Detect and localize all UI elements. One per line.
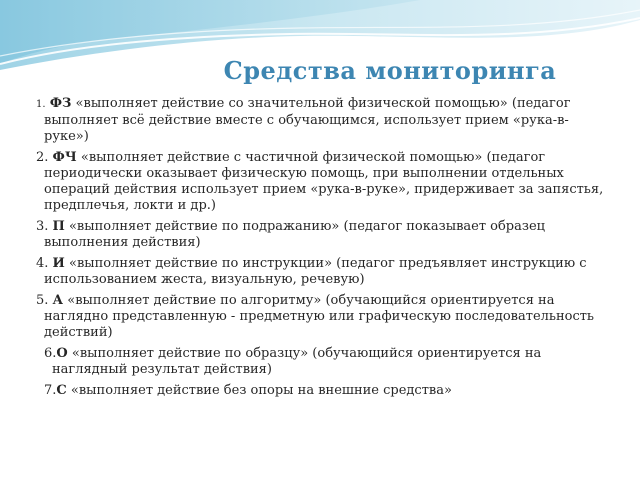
list-item [36, 346, 608, 378]
item-text: «выполняет действие по подражанию» (педагог показывает образец выполнения действия) [44, 219, 546, 250]
list-item [36, 96, 608, 145]
item-number: 6. [44, 346, 57, 361]
monitoring-list [36, 96, 608, 404]
item-abbreviation: ФЗ [49, 96, 72, 111]
item-abbreviation: ФЧ [52, 150, 77, 165]
item-number: 2. [36, 150, 49, 165]
page-title: Средства мониторинга [223, 56, 557, 85]
item-abbreviation: И [52, 256, 65, 271]
item-text: «выполняет действие без опоры на внешние средства» [70, 383, 452, 398]
list-item [36, 219, 608, 251]
item-number: 7. [44, 383, 57, 398]
item-text: «выполняет действие по инструкции» (педагог предъявляет инструкцию с использованием жеста, визуальную, речевую) [44, 256, 587, 287]
item-number: 5. [36, 293, 49, 308]
list-item [36, 256, 608, 288]
item-number: 1. [36, 99, 46, 110]
item-number: 4. [36, 256, 49, 271]
list-item [36, 383, 608, 399]
list-item [36, 150, 608, 214]
item-number: 3. [36, 219, 49, 234]
item-abbreviation: А [52, 293, 64, 308]
list-item [36, 293, 608, 341]
item-text: «выполняет действие со значительной физической помощью» (педагог выполняет всё действие вместе с обучающимся, использует прием «рука-в-руке») [44, 96, 571, 144]
item-text: «выполняет действие по образцу» (обучающийся ориентируется на наглядный результат действия) [52, 346, 542, 377]
item-abbreviation: О [56, 346, 68, 361]
item-text: «выполняет действие с частичной физической помощью» (педагог периодически оказывает физическую помощь, при выполнении отдельных операций действия использует прием «рука-в-руке», придерживает за запястья, предплечья, локти и др.) [44, 150, 604, 213]
item-text: «выполняет действие по алгоритму» (обучающийся ориентируется на наглядно представленную - предметную или графическую последовательность действий) [44, 293, 595, 340]
item-abbreviation: С [56, 383, 67, 398]
item-abbreviation: П [52, 219, 65, 234]
